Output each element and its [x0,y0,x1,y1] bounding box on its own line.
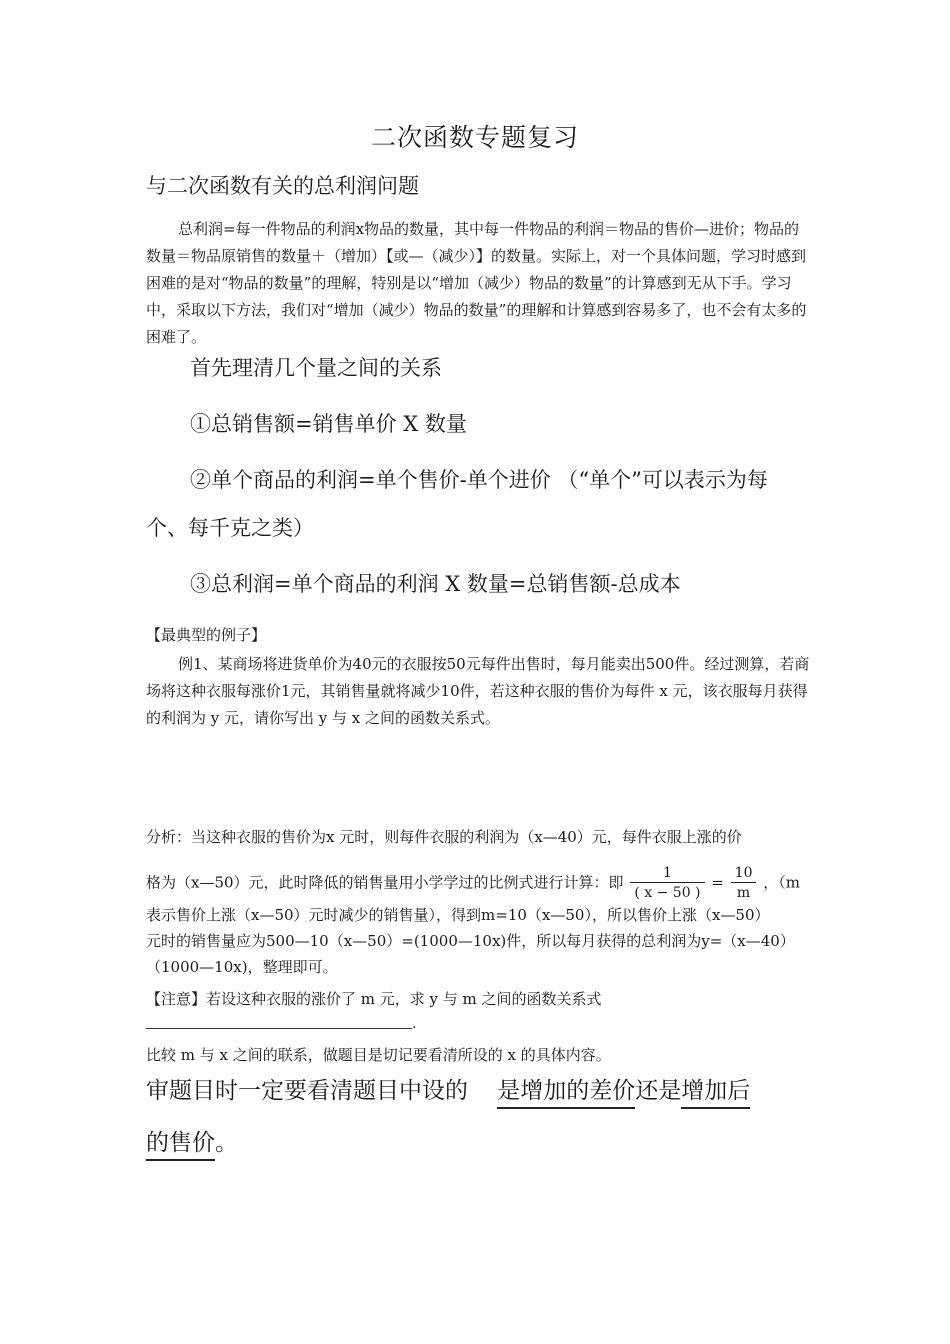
key-point-3: ③总利润=单个商品的利润 X 数量=总销售额-总成本 [190,572,681,596]
reminder-underline-1: 是增加的差价 [497,1078,635,1109]
reminder-end: 。 [215,1130,238,1156]
reminder-underline-3: 的售价 [146,1130,215,1161]
analysis-line-3: 表示售价上涨（x—50）元时减少的销售量），得到m=10（x—50），所以售价上涨（x—50） [146,906,770,924]
analysis-line-2-end: ，（m [763,873,800,892]
answer-blank-end: . [412,1016,417,1032]
key-point-2: ②单个商品的利润=单个售价-单个进价 （“单个”可以表示为每 [190,468,768,492]
fraction-1 [630,864,704,903]
reminder-part-1: 审题目时一定要看清题目中设的 [146,1078,468,1104]
fraction-1-numerator: 1 [630,864,704,883]
answer-blank[interactable] [146,1028,412,1029]
key-point-2-continued: 个、每千克之类） [146,516,314,540]
reminder-part-2: 还是 [635,1078,682,1104]
fraction-1-denominator: ( x − 50 ) [634,885,701,901]
analysis-line-2 [146,864,800,903]
reminder-underline-2: 增加后 [681,1078,750,1109]
example-heading: 【最典型的例子】 [146,626,267,644]
reminder-gap [468,1078,497,1104]
reminder-line-2 [146,1124,238,1157]
fraction-2-denominator: m [736,885,751,901]
intro-paragraph: 总利润=每一件物品的利润x物品的数量，其中每一件物品的利润＝物品的售价—进价；物品的数量＝物品原销售的数量＋（增加）【或—（减少）】的数量。实际上，对一个具体问题，学习时感到困难的是对“物品的数量”的理解，特别是以“增加（减少）物品的数量”的计算感到无从下手。学习中，采取以下方法，我们对“增加（减少）物品的数量”的理解和计算感到容易多了，也不会有太多的困难了。 [146,220,807,346]
example-paragraph: 例1、某商场将进货单价为40元的衣服按50元每件出售时，每月能卖出500件。经过测算，若商场将这种衣服每涨价1元，其销售量就将减少10件，若这种衣服的售价为每件 x 元，该衣服每月获得的利润为 y 元，请你写出 y 与 x 之间的函数关系式。 [146,655,810,727]
fraction-2 [731,864,757,903]
analysis-line-1: 分析：当这种衣服的售价为x 元时，则每件衣服的利润为（x—40）元，每件衣服上涨的价 [146,828,742,846]
key-point-1: ①总销售额=销售单价 X 数量 [190,412,467,436]
key-intro: 首先理清几个量之间的关系 [190,356,442,380]
equals-sign: = [711,873,724,892]
page-title: 二次函数专题复习 [370,123,579,152]
analysis-line-4: 元时的销售量应为500—10（x—50）=(1000—10x)件，所以每月获得的总利润为y=（x—40） [146,932,795,950]
fraction-2-numerator: 10 [731,864,757,883]
analysis-line-5: （1000—10x)，整理即可。 [146,958,338,976]
compare-text: 比较 m 与 x 之间的联系，做题目是切记要看清所设的 x 的具体内容。 [146,1046,611,1064]
analysis-line-2-text: 格为（x—50）元，此时降低的销售量用小学学过的比例式进行计算：即 [146,873,624,892]
section-subtitle: 与二次函数有关的总利润问题 [146,174,419,198]
reminder-line-1 [146,1072,750,1105]
note-text: 【注意】若设这种衣服的涨价了 m 元，求 y 与 m 之间的函数关系式 [146,990,602,1008]
